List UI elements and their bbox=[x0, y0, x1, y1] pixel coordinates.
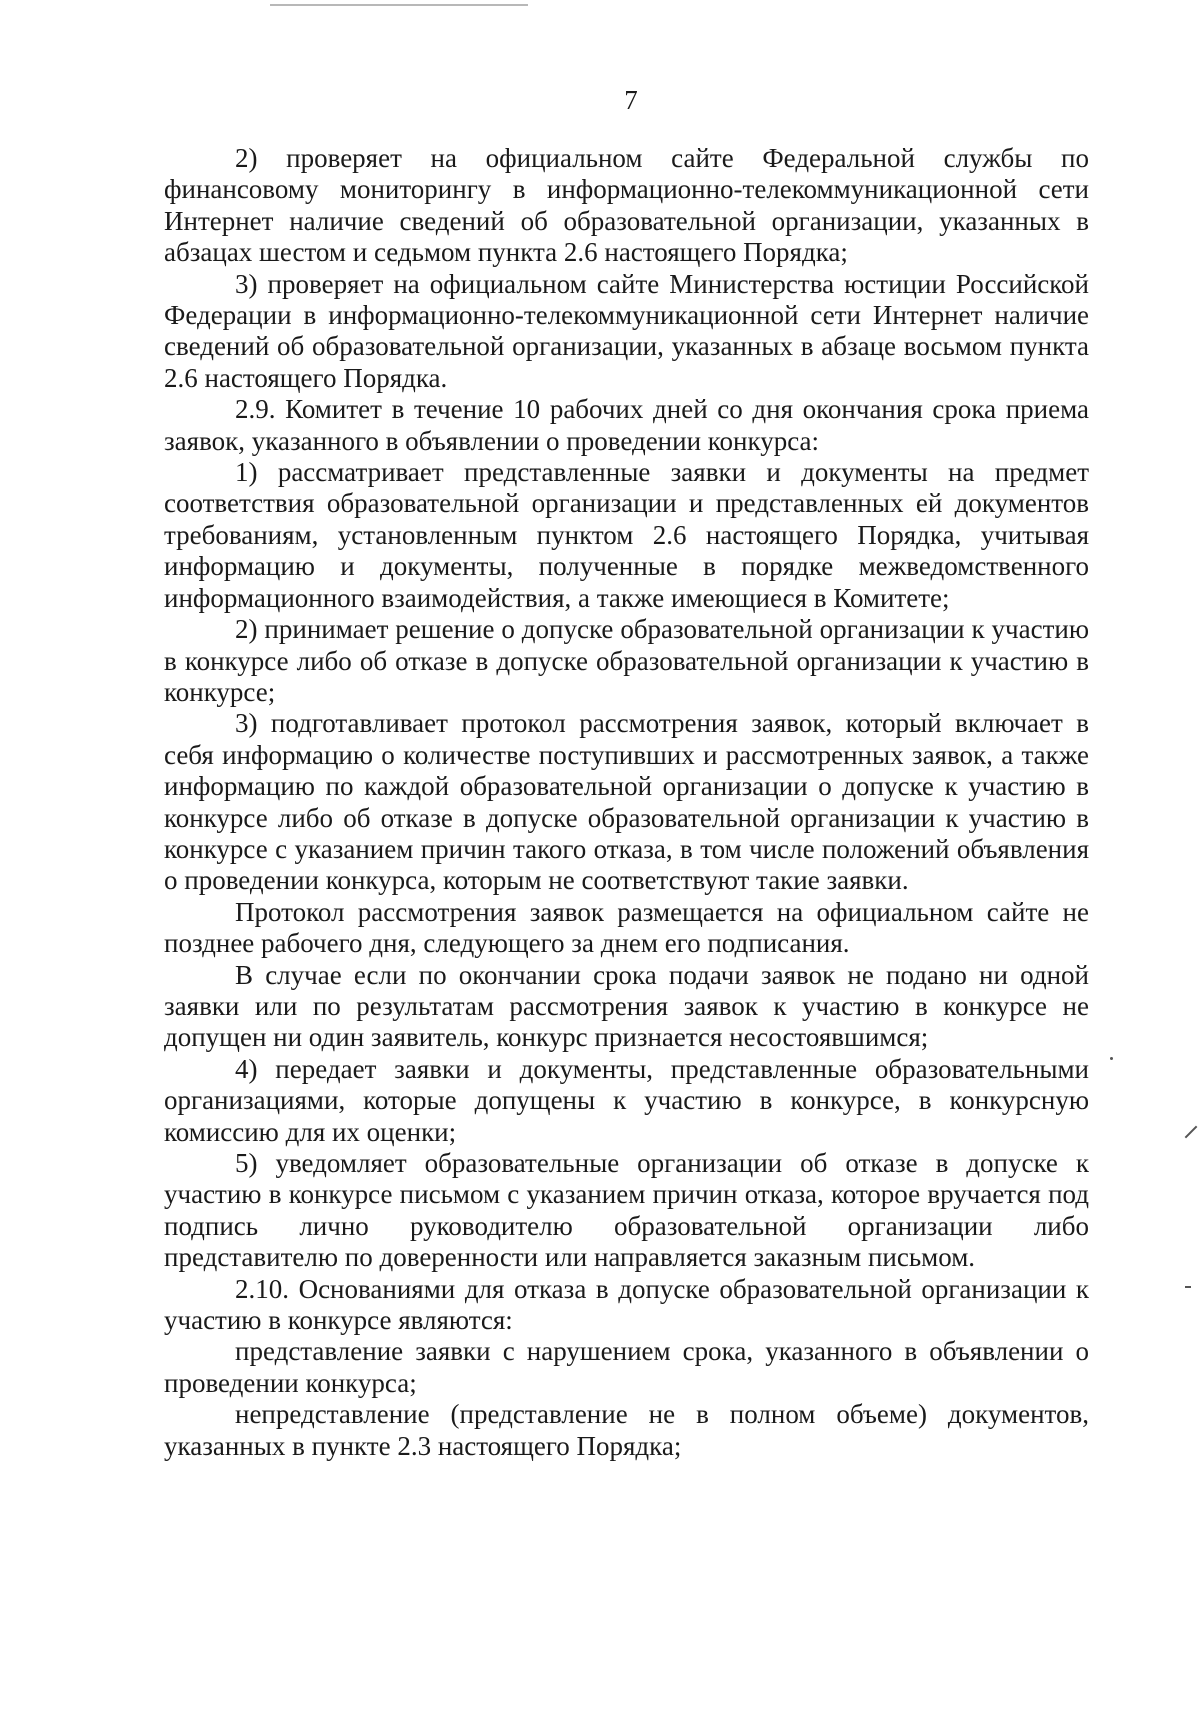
paragraph-clause-2-10: 2.10. Основаниями для отказа в допуске образовательной организации к участию в конкурсе являются: bbox=[164, 1273, 1089, 1336]
paragraph-2-9-item-1: 1) рассматривает представленные заявки и документы на предмет соответствия образовательной организации и представленных ей документов требованиям, установленным пунктом 2.6 настоящего Порядка, учитывая информацию и документы, полученные в порядке межведомственного информационного взаимодействия, а также имеющиеся в Комитете; bbox=[164, 457, 1089, 613]
paragraph-refusal-ground-1: представление заявки с нарушением срока, указанного в объявлении о проведении конкурса; bbox=[164, 1336, 1089, 1398]
paragraph-2-9-item-4: 4) передает заявки и документы, представленные образовательными организациями, которые допущены к участию в конкурсе, в конкурсную комиссию для их оценки; bbox=[164, 1053, 1089, 1147]
paragraph-2-9-item-2: 2) принимает решение о допуске образовательной организации к участию в конкурсе либо об отказе в допуске образовательной организации к участию в конкурсе; bbox=[164, 614, 1089, 707]
scan-speck bbox=[1110, 1057, 1113, 1060]
paragraph-refusal-ground-2: непредставление (представление не в полном объеме) документов, указанных в пункте 2.3 настоящего Порядка; bbox=[164, 1399, 1089, 1461]
paragraph-2-9-item-5: 5) уведомляет образовательные организации об отказе в допуске к участию в конкурсе письмом с указанием причин отказа, которое вручается под подпись лично руководителю образовательной организации либо представителю по доверенности или направляется заказным письмом. bbox=[164, 1148, 1089, 1273]
scan-speck bbox=[1185, 1286, 1191, 1288]
paragraph-2-9-item-3: 3) подготавливает протокол рассмотрения заявок, который включает в себя информацию о количестве поступивших и рассмотренных заявок, а также информацию по каждой образовательной организации о допуске к участию в конкурсе либо об отказе в допуске образовательной организации к участию в конкурсе с указанием причин такого отказа, в том числе положений объявления о проведении конкурса, которым не соответствуют такие заявки. bbox=[164, 708, 1089, 896]
paragraph-failed-contest: В случае если по окончании срока подачи заявок не подано ни одной заявки или по результатам рассмотрения заявок к участию в конкурсе не допущен ни один заявитель, конкурс признается несостоявшимся; bbox=[164, 959, 1089, 1053]
paragraph-item-2: 2) проверяет на официальном сайте Федеральной службы по финансовому мониторингу в информационно-телекоммуникационной сети Интернет наличие сведений об образовательной организации, указанных в абзацах шестом и седьмом пункта 2.6 настоящего Порядка; bbox=[164, 143, 1089, 268]
document-body bbox=[164, 143, 1089, 1462]
paragraph-clause-2-9: 2.9. Комитет в течение 10 рабочих дней со дня окончания срока приема заявок, указанного в объявлении о проведении конкурса: bbox=[164, 394, 1089, 456]
scan-edge-line bbox=[270, 4, 528, 6]
paragraph-protocol-publication: Протокол рассмотрения заявок размещается на официальном сайте не позднее рабочего дня, следующего за днем его подписания. bbox=[164, 896, 1089, 959]
page-number: 7 bbox=[624, 85, 638, 115]
scan-pen-mark bbox=[1185, 1126, 1198, 1139]
paragraph-item-3: 3) проверяет на официальном сайте Министерства юстиции Российской Федерации в информационно-телекоммуникационной сети Интернет наличие сведений об образовательной организации, указанных в абзаце восьмом пункта 2.6 настоящего Порядка. bbox=[164, 268, 1089, 393]
